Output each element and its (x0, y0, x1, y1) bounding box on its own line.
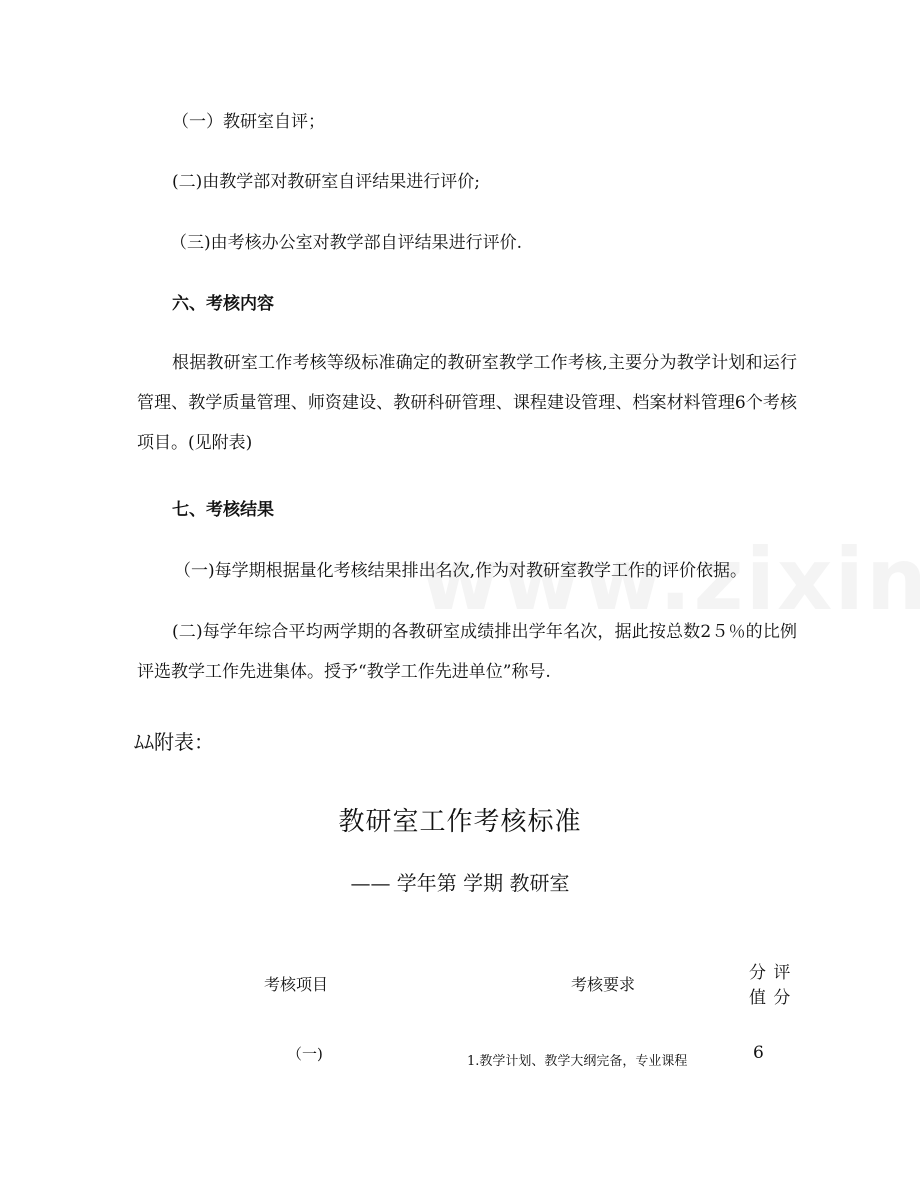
review-step-2: (二)由教学部对教研室自评结果进行评价; (172, 172, 480, 192)
column-header-score-bottom: 值 分 (749, 988, 792, 1008)
column-header-score-top: 分 评 (749, 963, 792, 983)
section-7-heading: 七、考核结果 (172, 500, 274, 520)
section-6-body: 根据教研室工作考核等级标准确定的教研室教学工作考核,主要分为教学计划和运行管理、教学质量管理、师资建设、教研科研管理、课程建设管理、档案材料管理6个考核项目。(见附表) (137, 353, 797, 453)
column-header-requirement: 考核要求 (571, 975, 636, 994)
result-item-2: (二)每学年综合平均两学期的各教研室成绩排出学年名次，据此按总数2５％的比例评选教学工作先进集体。授予“教学工作先进单位”称号. (137, 622, 797, 682)
section-6-heading: 六、考核内容 (172, 294, 274, 314)
review-step-1: （一）教研室自评； (172, 112, 325, 132)
table-subtitle: —— 学年第 学期 教研室 (350, 871, 570, 895)
table-title: 教研室工作考核标准 (338, 807, 582, 837)
result-item-1: （一)每学期根据量化考核结果排出名次,作为对教研室教学工作的评价依据。 (174, 561, 748, 581)
table-row-1-requirement: 1.教学计划、教学大纲完备，专业课程 (467, 1054, 688, 1069)
table-row-1-item: （一) (287, 1045, 323, 1063)
column-header-item: 考核项目 (264, 975, 329, 994)
appendix-label: ﾑﾑ附表： (134, 730, 214, 754)
review-step-3: （三)由考核办公室对教学部自评结果进行评价. (170, 233, 523, 253)
table-row-1-score: 6 (753, 1043, 764, 1063)
